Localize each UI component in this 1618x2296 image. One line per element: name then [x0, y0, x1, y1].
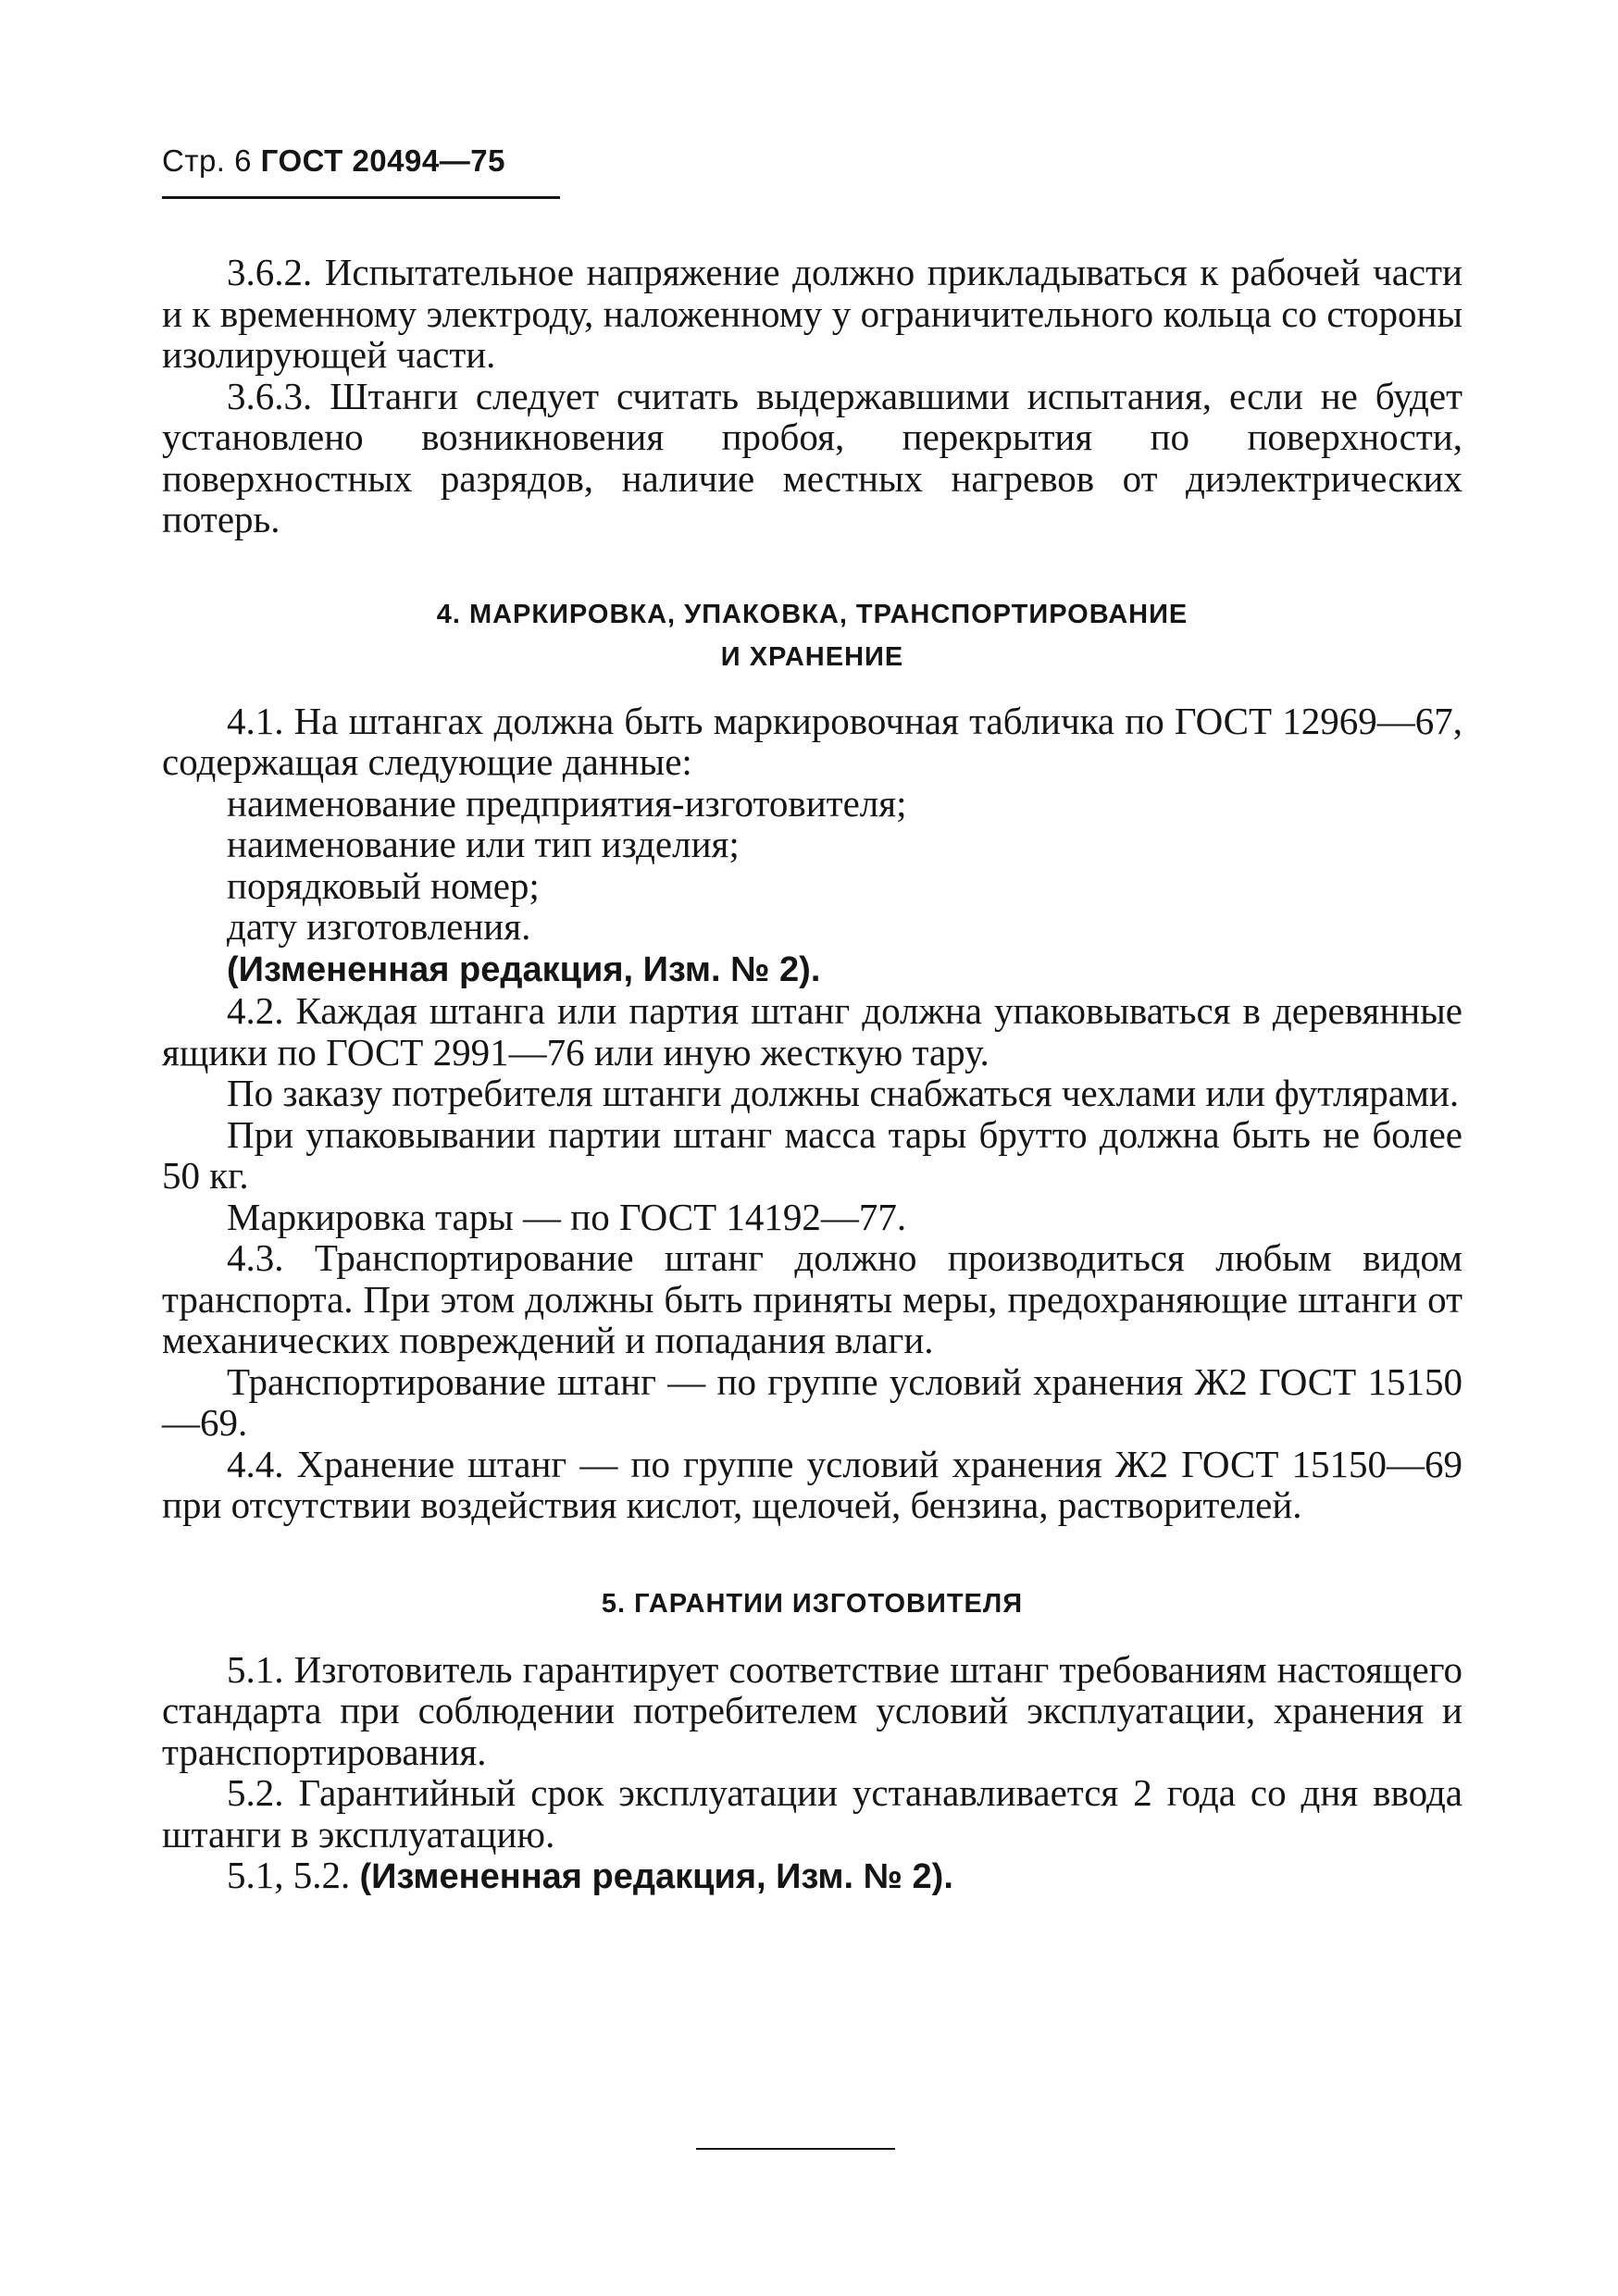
paragraph-4-2-c: При упаковывании партии штанг масса тары брутто должна быть не более 50 кг. [162, 1112, 1462, 1197]
paragraph-5-1: 5.1. Изготовитель гарантирует соответствие штанг требованиям настоящего стандарта при соблюдении потребителем условий эксплуатации, хранения и транспортирования. [162, 1647, 1462, 1773]
amendment-text: (Измененная редакция, Изм. № 2). [359, 1857, 953, 1896]
running-header [162, 139, 1462, 183]
section-3-end [162, 252, 1462, 540]
standard-number: ГОСТ 20494—75 [260, 143, 505, 178]
paragraph-4-2: 4.2. Каждая штанга или партия штанг должна упаковываться в деревянные ящики по ГОСТ 2991—76 или иную жесткую тару. [162, 989, 1462, 1074]
section-5-body [162, 1649, 1462, 1898]
end-rule [696, 2148, 895, 2150]
paragraph-4-3-b: Транспортирование штанг — по группе условий хранения Ж2 ГОСТ 15150—69. [162, 1359, 1462, 1444]
paragraph-4-1: 4.1. На штангах должна быть маркировочная табличка по ГОСТ 12969—67, содержащая следующие данные: [162, 699, 1462, 783]
section-4-body [162, 701, 1462, 1526]
paragraph-4-2-d: Маркировка тары — по ГОСТ 14192—77. [227, 1195, 907, 1238]
amendment-text: (Измененная редакция, Изм. № 2). [227, 949, 821, 989]
page-label: Стр. 6 [162, 143, 252, 178]
paragraph-4-4: 4.4. Хранение штанг — по группе условий хранения Ж2 ГОСТ 15150—69 при отсутствии воздействия кислот, щелочей, бензина, растворителей. [162, 1442, 1462, 1526]
section-4-heading [162, 593, 1462, 678]
list-item: наименование или тип изделия; [227, 823, 740, 865]
document-page [162, 139, 1462, 1898]
paragraph-3-6-2: 3.6.2. Испытательное напряжение должно прикладываться к рабочей части и к временному электроду, наложенному у ограничительного кольца со стороны изолирующей части. [162, 251, 1462, 376]
amendment-note-5 [162, 1855, 1462, 1898]
section-4-title-line1: 4. МАРКИРОВКА, УПАКОВКА, ТРАНСПОРТИРОВАНИЕ [436, 599, 1189, 629]
paragraph-4-2-b: По заказу потребителя штанги должны снабжаться чехлами или футлярами. [227, 1072, 1460, 1114]
paragraph-3-6-3: 3.6.3. Штанги следует считать выдержавшими испытания, если не будет установлено возникновения пробоя, перекрытия по поверхности, поверхностных разрядов, наличие местных нагревов от диэлектрических потерь. [162, 374, 1462, 540]
section-5-heading: 5. ГАРАНТИИ ИЗГОТОВИТЕЛЯ [601, 1588, 1024, 1619]
amendment-note-4-1 [162, 948, 1462, 991]
list-item: дату изготовления. [227, 905, 531, 948]
header-rule [162, 196, 560, 199]
paragraph-4-3: 4.3. Транспортирование штанг должно производиться любым видом транспорта. При этом должны быть приняты меры, предохраняющие штанги от механических повреждений и попадания влаги. [162, 1236, 1462, 1361]
list-item: наименование предприятия-изготовителя; [227, 781, 907, 825]
amendment-ref: 5.1, 5.2. [227, 1854, 351, 1896]
paragraph-5-2: 5.2. Гарантийный срок эксплуатации устанавливается 2 года со дня ввода штанги в эксплуатацию. [162, 1771, 1462, 1855]
list-item: порядковый номер; [227, 863, 540, 907]
section-4-title-line2: И ХРАНЕНИЕ [720, 641, 904, 672]
